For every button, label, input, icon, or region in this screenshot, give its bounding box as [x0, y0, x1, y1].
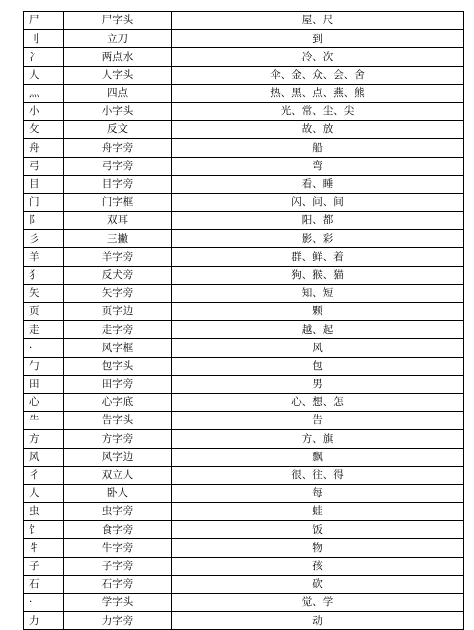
radical-cell: 羊	[24, 248, 64, 266]
radical-name-cell: 学字头	[64, 594, 172, 612]
example-characters-cell: 阳、都	[172, 212, 464, 230]
radical-cell: 风	[24, 448, 64, 466]
example-characters-cell: 每	[172, 484, 464, 502]
example-characters-cell: 孩	[172, 557, 464, 575]
radical-cell: 彳	[24, 466, 64, 484]
example-characters-cell: 冷、次	[172, 48, 464, 66]
radical-name-cell: 心字底	[64, 393, 172, 411]
table-row	[24, 12, 464, 30]
radical-table-body	[24, 12, 464, 630]
radical-name-cell: 人字头	[64, 66, 172, 84]
example-characters-cell: 船	[172, 139, 464, 157]
radical-name-cell: 包字头	[64, 357, 172, 375]
table-row	[24, 175, 464, 193]
example-characters-cell: 闪、问、间	[172, 193, 464, 211]
radical-cell: 田	[24, 375, 64, 393]
radical-cell: 目	[24, 175, 64, 193]
radical-name-cell: 子字旁	[64, 557, 172, 575]
example-characters-cell: 男	[172, 375, 464, 393]
example-characters-cell: 光、常、尘、尖	[172, 102, 464, 120]
radical-cell: 灬	[24, 84, 64, 102]
table-row	[24, 521, 464, 539]
radical-cell: 饣	[24, 521, 64, 539]
table-row	[24, 393, 464, 411]
radical-name-cell: 目字旁	[64, 175, 172, 193]
radical-cell: 方	[24, 430, 64, 448]
radical-name-cell: 羊字旁	[64, 248, 172, 266]
table-row	[24, 448, 464, 466]
table-row	[24, 30, 464, 48]
radical-cell: ·	[24, 339, 64, 357]
radical-name-cell: 风字边	[64, 448, 172, 466]
radical-cell: 阝	[24, 212, 64, 230]
table-row	[24, 66, 464, 84]
radical-name-cell: 弓字旁	[64, 157, 172, 175]
table-row	[24, 375, 464, 393]
example-characters-cell: 知、短	[172, 284, 464, 302]
radical-name-cell: 尸字头	[64, 12, 172, 30]
example-characters-cell: 颗	[172, 303, 464, 321]
table-row	[24, 212, 464, 230]
table-row	[24, 321, 464, 339]
example-characters-cell: 狗、猴、猫	[172, 266, 464, 284]
radical-cell: 门	[24, 193, 64, 211]
radical-name-cell: 力字旁	[64, 612, 172, 630]
table-row	[24, 139, 464, 157]
radical-cell: 页	[24, 303, 64, 321]
radical-name-cell: 卧人	[64, 484, 172, 502]
radical-name-cell: 牛字旁	[64, 539, 172, 557]
radical-name-cell: 立刀	[64, 30, 172, 48]
table-row	[24, 594, 464, 612]
radical-cell: 小	[24, 102, 64, 120]
radical-cell: 彡	[24, 230, 64, 248]
example-characters-cell: 影、彩	[172, 230, 464, 248]
table-row	[24, 230, 464, 248]
radical-name-cell: 小字头	[64, 102, 172, 120]
table-row	[24, 193, 464, 211]
table-row	[24, 48, 464, 66]
radical-cell: 弓	[24, 157, 64, 175]
table-row	[24, 430, 464, 448]
table-row	[24, 84, 464, 102]
table-row	[24, 102, 464, 120]
radical-table	[23, 11, 464, 630]
example-characters-cell: 心、想、怎	[172, 393, 464, 411]
radical-name-cell: 四点	[64, 84, 172, 102]
example-characters-cell: 方、旗	[172, 430, 464, 448]
example-characters-cell: 很、往、得	[172, 466, 464, 484]
table-row	[24, 412, 464, 430]
radical-cell: ⺧	[24, 412, 64, 430]
example-characters-cell: 包	[172, 357, 464, 375]
example-characters-cell: 砍	[172, 575, 464, 593]
radical-cell: 子	[24, 557, 64, 575]
table-row	[24, 612, 464, 630]
table-row	[24, 575, 464, 593]
radical-cell: 冫	[24, 48, 64, 66]
example-characters-cell: 蛙	[172, 503, 464, 521]
example-characters-cell: 伞、金、众、会、舍	[172, 66, 464, 84]
example-characters-cell: 群、鲜、着	[172, 248, 464, 266]
radical-name-cell: 告字头	[64, 412, 172, 430]
table-row	[24, 539, 464, 557]
radical-cell: 尸	[24, 12, 64, 30]
example-characters-cell: 飘	[172, 448, 464, 466]
radical-cell: 犭	[24, 266, 64, 284]
example-characters-cell: 动	[172, 612, 464, 630]
radical-name-cell: 舟字旁	[64, 139, 172, 157]
table-row	[24, 503, 464, 521]
radical-cell: 心	[24, 393, 64, 411]
table-row	[24, 357, 464, 375]
table-row	[24, 484, 464, 502]
radical-name-cell: 虫字旁	[64, 503, 172, 521]
radical-name-cell: 页字边	[64, 303, 172, 321]
radical-name-cell: 双耳	[64, 212, 172, 230]
table-row	[24, 121, 464, 139]
radical-cell: 人	[24, 484, 64, 502]
radical-cell: 攵	[24, 121, 64, 139]
radical-name-cell: 双立人	[64, 466, 172, 484]
table-row	[24, 303, 464, 321]
radical-cell: 走	[24, 321, 64, 339]
radical-cell: 力	[24, 612, 64, 630]
radical-cell: 石	[24, 575, 64, 593]
radical-cell: 矢	[24, 284, 64, 302]
example-characters-cell: 越、起	[172, 321, 464, 339]
table-row	[24, 557, 464, 575]
radical-cell: 刂	[24, 30, 64, 48]
radical-name-cell: 走字旁	[64, 321, 172, 339]
table-row	[24, 248, 464, 266]
example-characters-cell: 风	[172, 339, 464, 357]
example-characters-cell: 热、黑、点、燕、熊	[172, 84, 464, 102]
radical-cell: 牜	[24, 539, 64, 557]
radical-cell: ·	[24, 594, 64, 612]
example-characters-cell: 看、睡	[172, 175, 464, 193]
radical-name-cell: 两点水	[64, 48, 172, 66]
radical-name-cell: 门字框	[64, 193, 172, 211]
radical-cell: 舟	[24, 139, 64, 157]
radical-name-cell: 反文	[64, 121, 172, 139]
radical-cell: 虫	[24, 503, 64, 521]
table-row	[24, 266, 464, 284]
example-characters-cell: 到	[172, 30, 464, 48]
radical-name-cell: 田字旁	[64, 375, 172, 393]
example-characters-cell: 觉、学	[172, 594, 464, 612]
example-characters-cell: 弯	[172, 157, 464, 175]
radical-cell: 人	[24, 66, 64, 84]
radical-cell: 勹	[24, 357, 64, 375]
table-row	[24, 466, 464, 484]
example-characters-cell: 物	[172, 539, 464, 557]
example-characters-cell: 故、放	[172, 121, 464, 139]
example-characters-cell: 告	[172, 412, 464, 430]
radical-name-cell: 矢字旁	[64, 284, 172, 302]
radical-name-cell: 三撇	[64, 230, 172, 248]
example-characters-cell: 屋、尺	[172, 12, 464, 30]
table-row	[24, 339, 464, 357]
table-row	[24, 157, 464, 175]
radical-name-cell: 食字旁	[64, 521, 172, 539]
radical-name-cell: 反犬旁	[64, 266, 172, 284]
radical-name-cell: 风字框	[64, 339, 172, 357]
example-characters-cell: 饭	[172, 521, 464, 539]
radical-name-cell: 方字旁	[64, 430, 172, 448]
table-row	[24, 284, 464, 302]
radical-name-cell: 石字旁	[64, 575, 172, 593]
